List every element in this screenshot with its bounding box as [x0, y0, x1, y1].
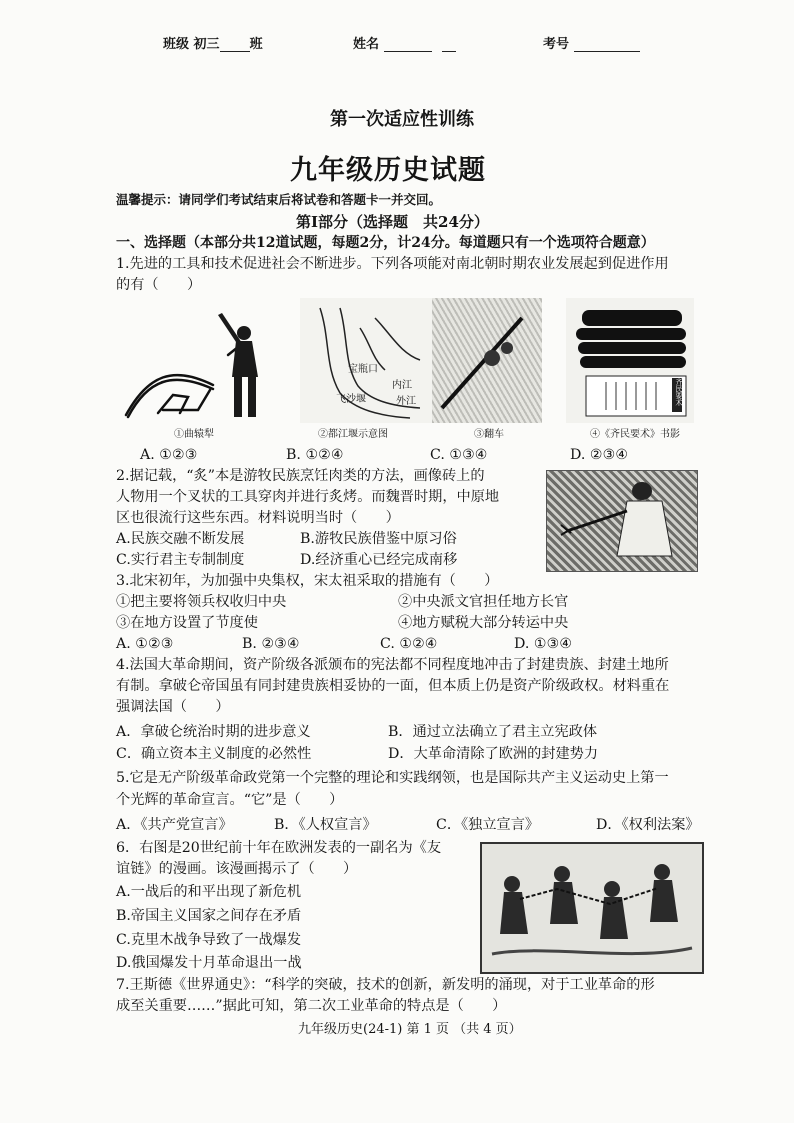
notice: 温馨提示：请同学们考试结束后将试卷和答题卡一并交回。: [116, 192, 442, 207]
curved-plough-image: [118, 305, 283, 430]
q1-caption-3: ③翻车: [474, 429, 504, 440]
q1-option-d[interactable]: D. ②③④: [570, 447, 629, 463]
map-label-2: 飞沙堰: [336, 394, 366, 405]
friendship-chain-cartoon-image: [480, 842, 704, 974]
q7-stem-line2: 成至关重要……”据此可知，第二次工业革命的特点是（ ）: [116, 998, 507, 1014]
brick-painting-image: [546, 470, 698, 572]
q1-caption-1: ①曲辕犁: [174, 429, 214, 440]
q2-stem-line1: 2.据记载，“炙”本是游牧民族烹饪肉类的方法，画像砖上的: [116, 468, 485, 484]
exam-title: 第一次适应性训练: [330, 109, 474, 130]
q4-option-d[interactable]: D．大革命清除了欧洲的封建势力: [388, 746, 599, 762]
q1-stem-line1: 1.先进的工具和技术促进社会不断进步。下列各项能对南北朝时期农业发展起到促进作用: [116, 256, 669, 272]
name-field: [353, 33, 456, 52]
class-blank[interactable]: [220, 51, 250, 52]
q1-caption-4: ④《齐民要术》书影: [590, 429, 680, 440]
q5-option-a[interactable]: A．《共产党宣言》: [116, 817, 233, 833]
q6-stem-line1: 6．右图是20世纪前十年在欧洲发表的一副名为《友: [116, 840, 442, 856]
q6-option-c[interactable]: C.克里木战争导致了一战爆发: [116, 932, 302, 948]
paper-subtitle: 九年级历史试题: [290, 155, 486, 186]
q5-stem-line1: 5.它是无产阶级革命政党第一个完整的理论和实践纲领，也是国际共产主义运动史上第一: [116, 770, 669, 786]
name-blank-2[interactable]: [442, 51, 456, 52]
q3-option-d[interactable]: D. ①③④: [514, 636, 573, 652]
q1-caption-2: ②都江堰示意图: [318, 429, 388, 440]
q6-option-a[interactable]: A.一战后的和平出现了新危机: [116, 884, 302, 900]
exam-number-blank[interactable]: [574, 51, 640, 52]
part1-heading: 第Ⅰ部分（选择题 共24分）: [296, 213, 489, 231]
q3-option-b[interactable]: B. ②③④: [242, 636, 300, 652]
q7-stem-line1: 7.王斯德《世界通史》：“科学的突破，技术的创新，新发明的涌现，对于工业革命的形: [116, 977, 655, 993]
q6-option-b[interactable]: B.帝国主义国家之间存在矛盾: [116, 908, 302, 924]
class-field: [163, 33, 263, 52]
q4-option-a[interactable]: A．拿破仑统治时期的进步意义: [116, 724, 311, 740]
map-label-3: 内江: [392, 380, 412, 391]
class-suffix: 班: [249, 37, 263, 52]
q4-stem-line2: 有制。拿破仑帝国虽有同封建贵族相妥协的一面，但本质上仍是资产阶级政权。材料重在: [116, 678, 670, 694]
q3-option-c[interactable]: C. ①②④: [380, 636, 438, 652]
name-blank[interactable]: [384, 51, 432, 52]
grade-prefix: 初三: [193, 37, 220, 52]
exam-number-label: 考号: [543, 37, 570, 52]
q6-option-d[interactable]: D.俄国爆发十月革命退出一战: [116, 955, 302, 971]
q5-option-c[interactable]: C．《独立宣言》: [436, 817, 540, 833]
q2-option-c[interactable]: C.实行君主专制制度: [116, 552, 245, 568]
q3-stem: 3.北宋初年，为加强中央集权，宋太祖采取的措施有（ ）: [116, 573, 499, 589]
q5-option-d[interactable]: D．《权利法案》: [596, 817, 700, 833]
q1-option-c[interactable]: C. ①③④: [430, 447, 488, 463]
q3-item-4: ④地方赋税大部分转运中央: [398, 615, 569, 631]
dujiangyan-map-image: [300, 298, 440, 423]
q1-option-b[interactable]: B. ①②④: [286, 447, 344, 463]
q2-option-d[interactable]: D.经济重心已经完成南移: [300, 552, 458, 568]
q1-option-a[interactable]: A. ①②③: [140, 447, 198, 463]
q2-option-b[interactable]: B.游牧民族借鉴中原习俗: [300, 531, 457, 547]
map-label-4: 外江: [396, 396, 416, 407]
class-label: 班级: [163, 37, 190, 52]
q2-option-a[interactable]: A.民族交融不断发展: [116, 531, 245, 547]
book-image: [566, 298, 694, 423]
q1-stem-line2: 的有（ ）: [116, 277, 202, 293]
q5-option-b[interactable]: B．《人权宣言》: [274, 817, 377, 833]
map-label-1: 宝瓶口: [348, 364, 378, 375]
q4-stem-line1: 4.法国大革命期间，资产阶级各派颁布的宪法都不同程度地冲击了封建贵族、封建土地所: [116, 657, 669, 673]
name-label: 姓名: [353, 37, 380, 52]
q3-item-1: ①把主要将领兵权收归中央: [116, 594, 287, 610]
q6-stem-line2: 谊链》的漫画。该漫画揭示了（ ）: [116, 861, 358, 877]
q4-stem-line3: 强调法国（ ）: [116, 699, 230, 715]
q2-stem-line3: 区也很流行这些东西。材料说明当时（ ）: [116, 510, 400, 526]
q2-stem-line2: 人物用一个叉状的工具穿肉并进行炙烤。而魏晋时期，中原地: [116, 489, 500, 505]
q5-stem-line2: 个光辉的革命宣言。“它”是（ ）: [116, 792, 344, 808]
q4-option-b[interactable]: B．通过立法确立了君主立宪政体: [388, 724, 598, 740]
q3-option-a[interactable]: A. ①②③: [116, 636, 174, 652]
book-title: 齐民要术: [675, 378, 683, 406]
section1-heading: 一、选择题（本部分共12道试题，每题2分，计24分。每道题只有一个选项符合题意）: [116, 235, 655, 251]
page-footer: 九年级历史(24-1) 第 1 页 （共 4 页）: [298, 1022, 522, 1037]
exam-number-field: [543, 33, 640, 52]
q4-option-c[interactable]: C．确立资本主义制度的必然性: [116, 746, 312, 762]
q3-item-3: ③在地方设置了节度使: [116, 615, 258, 631]
chain-pump-image: [432, 298, 542, 423]
q3-item-2: ②中央派文官担任地方长官: [398, 594, 569, 610]
